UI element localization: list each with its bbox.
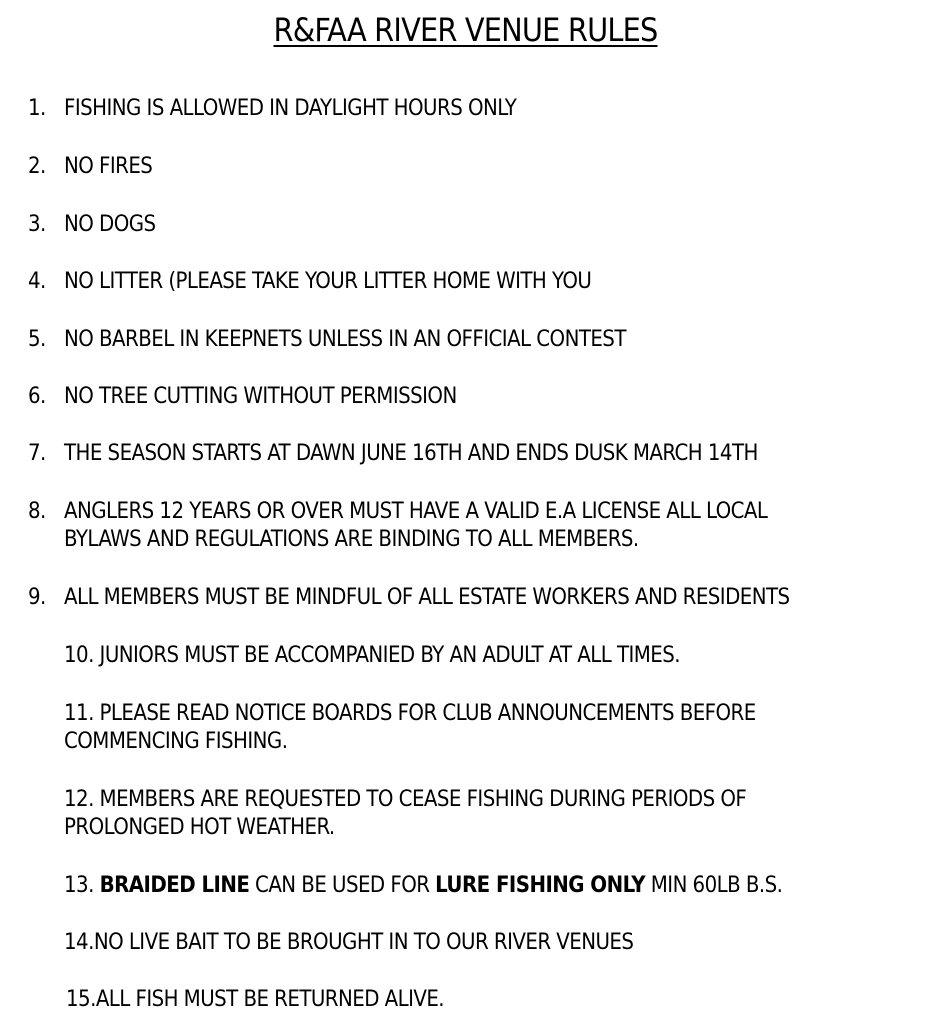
rule-text: NO FIRES xyxy=(64,154,153,179)
rule-text: NO TREE CUTTING WITHOUT PERMISSION xyxy=(64,384,457,409)
rule-text: THE SEASON STARTS AT DAWN JUNE 16TH AND ENDS DUSK MARCH 14TH xyxy=(64,441,758,466)
rule-4 xyxy=(28,268,592,296)
rule-text xyxy=(64,872,782,900)
rule-8 xyxy=(28,498,768,554)
rule-text: 12. MEMBERS ARE REQUESTED TO CEASE FISHING DURING PERIODS OF xyxy=(64,787,747,812)
rule-text: 10. JUNIORS MUST BE ACCOMPANIED BY AN ADULT AT ALL TIMES. xyxy=(64,643,681,668)
rule-number: 6. xyxy=(28,384,46,409)
rule-number: 3. xyxy=(28,212,46,237)
rule-text: NO DOGS xyxy=(64,212,156,237)
rule-15 xyxy=(66,986,444,1014)
bold-phrase-lure-fishing-only: LURE FISHING ONLY xyxy=(435,873,646,898)
rule-10 xyxy=(64,642,680,670)
rule-6 xyxy=(28,383,457,411)
rule-text: NO BARBEL IN KEEPNETS UNLESS IN AN OFFICIAL CONTEST xyxy=(64,327,626,352)
rule-11 xyxy=(64,700,756,756)
rule-text: NO LITTER (PLEASE TAKE YOUR LITTER HOME WITH YOU xyxy=(64,269,592,294)
rule-text: 11. PLEASE READ NOTICE BOARDS FOR CLUB ANNOUNCEMENTS BEFORE xyxy=(64,701,756,726)
rule-text: ALL MEMBERS MUST BE MINDFUL OF ALL ESTATE WORKERS AND RESIDENTS xyxy=(64,585,790,610)
rule-text-segment: MIN 60LB B.S. xyxy=(645,873,783,898)
rule-number: 9. xyxy=(28,585,46,610)
rule-9 xyxy=(28,584,790,612)
rule-text: FISHING IS ALLOWED IN DAYLIGHT HOURS ONLY xyxy=(64,96,517,121)
rule-14 xyxy=(64,929,633,957)
rule-number: 4. xyxy=(28,269,46,294)
rule-text-segment: CAN BE USED FOR xyxy=(249,873,436,898)
rule-text: 15.ALL FISH MUST BE RETURNED ALIVE. xyxy=(66,987,445,1012)
rule-2 xyxy=(28,153,153,181)
rule-number: 13. xyxy=(64,873,100,898)
page-title: R&FAA RIVER VENUE RULES xyxy=(273,11,658,49)
rule-text-continued: BYLAWS AND REGULATIONS ARE BINDING TO ALL MEMBERS. xyxy=(64,527,639,552)
rule-number: 7. xyxy=(28,441,46,466)
bold-phrase-braided-line: BRAIDED LINE xyxy=(99,873,250,898)
rule-3 xyxy=(28,211,156,239)
rule-text-continued: PROLONGED HOT WEATHER. xyxy=(64,815,335,840)
rule-12 xyxy=(64,786,746,842)
rule-13 xyxy=(64,872,782,900)
rule-1 xyxy=(28,95,517,123)
rule-text: 14.NO LIVE BAIT TO BE BROUGHT IN TO OUR RIVER VENUES xyxy=(64,930,634,955)
rule-text-continued: COMMENCING FISHING. xyxy=(64,729,288,754)
rule-number: 1. xyxy=(28,96,46,121)
rule-number: 2. xyxy=(28,154,46,179)
rule-number: 8. xyxy=(28,499,46,524)
rule-text: ANGLERS 12 YEARS OR OVER MUST HAVE A VALID E.A LICENSE ALL LOCAL xyxy=(64,499,768,524)
rule-7 xyxy=(28,440,758,468)
rule-5 xyxy=(28,326,626,354)
rule-number: 5. xyxy=(28,327,46,352)
